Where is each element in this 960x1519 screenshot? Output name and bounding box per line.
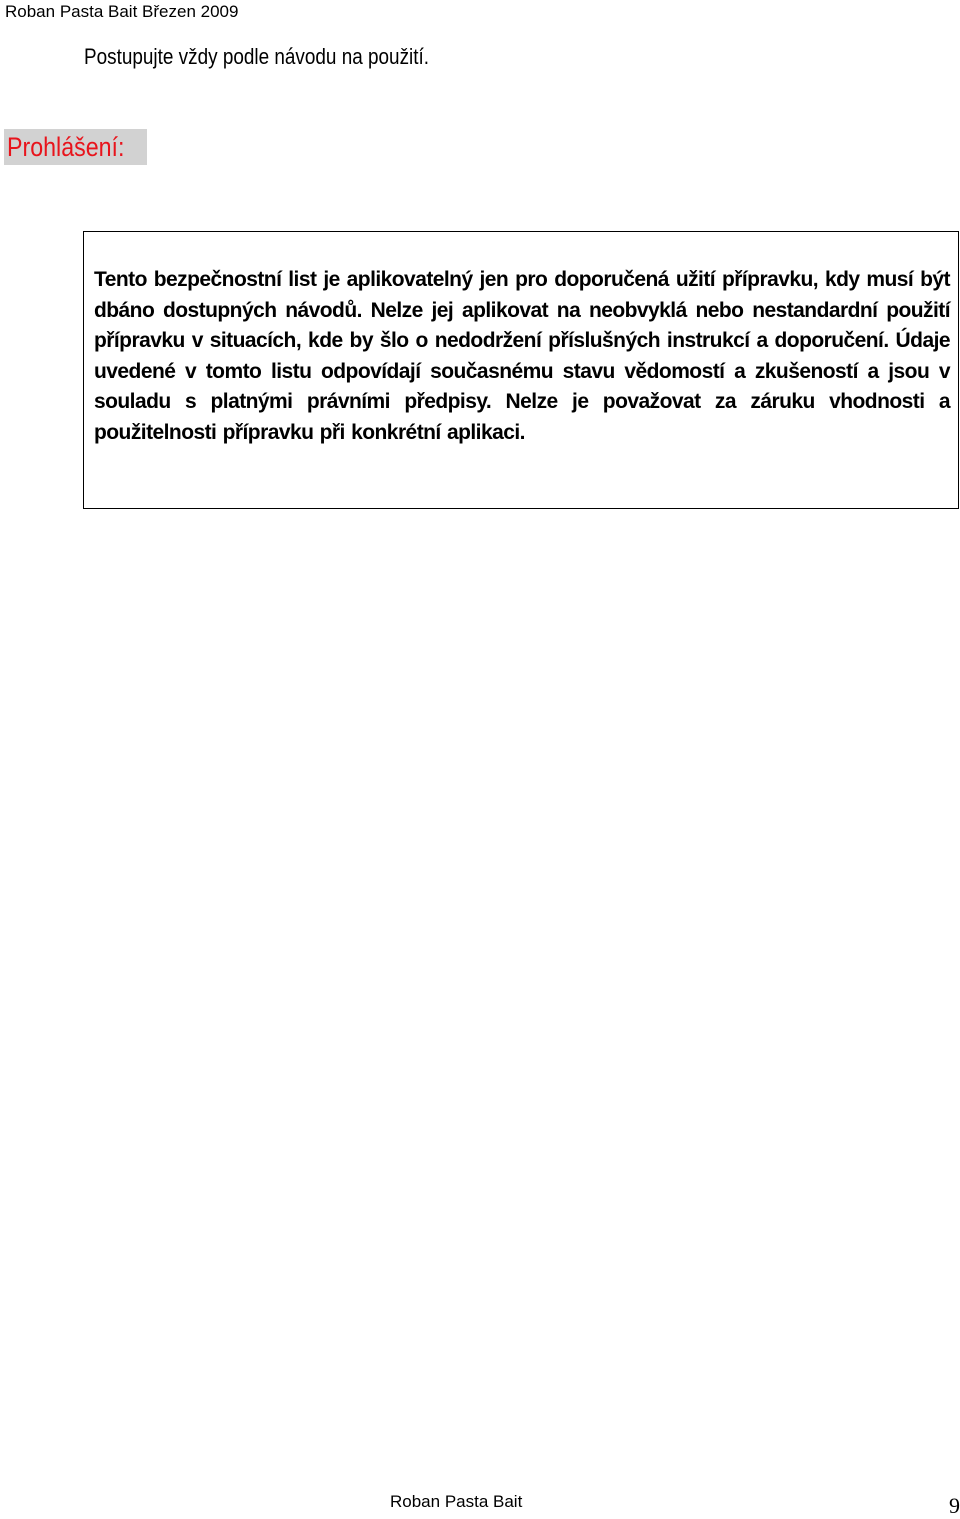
page-number: 9 — [949, 1493, 960, 1518]
usage-instruction: Postupujte vždy podle návodu na použití. — [84, 44, 430, 69]
declaration-heading — [4, 129, 147, 165]
page-header-title: Roban Pasta Bait Březen 2009 — [5, 2, 239, 21]
declaration-text: Tento bezpečnostní list je aplikovatelný jen pro doporučená užití přípravku, kdy musí být dbáno dostupných návodů. Nelze jej aplikovat na neobvyklá nebo nestandardní použití přípravku v situacích, kde by šlo o nedodržení příslušných instrukcí a doporučení. Údaje uvedené v tomto listu odpovídají současnému stavu vědomostí a zkušeností a jsou v souladu s platnými právními předpisy. Nelze je považovat za záruku vhodnosti a použitelnosti přípravku při konkrétní aplikaci. — [94, 268, 950, 444]
declaration-box — [83, 231, 959, 509]
declaration-heading-text: Prohlášení: — [7, 132, 125, 162]
footer-product-name: Roban Pasta Bait — [390, 1492, 523, 1511]
